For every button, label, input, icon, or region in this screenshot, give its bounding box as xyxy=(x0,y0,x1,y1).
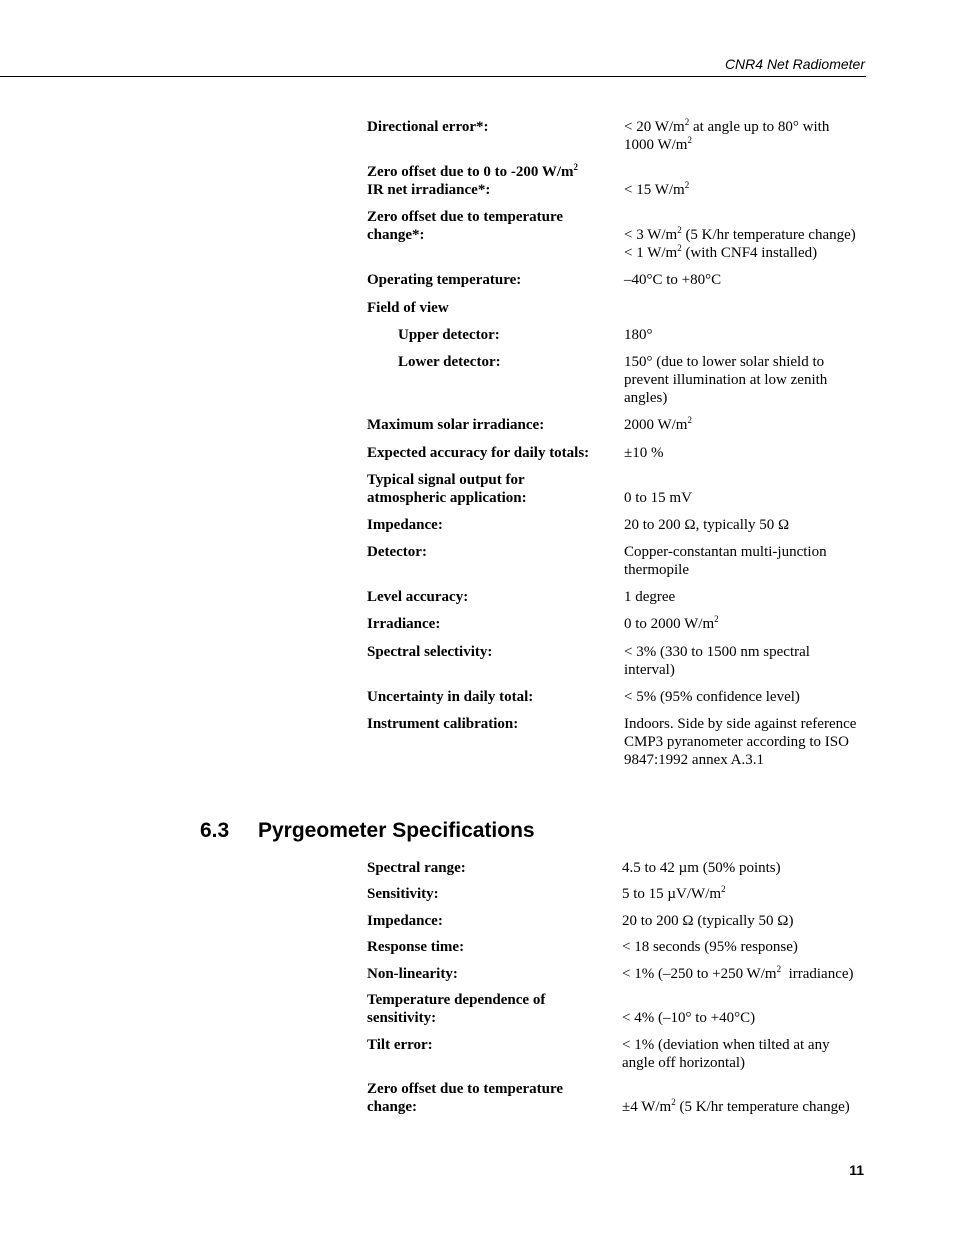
spec-label: Expected accuracy for daily totals: xyxy=(367,445,590,461)
spec-label: Maximum solar irradiance: xyxy=(367,417,545,433)
spec-value: < 5% (95% confidence level) xyxy=(624,689,800,705)
spec-label: Operating temperature: xyxy=(367,272,522,288)
page-number: 11 xyxy=(849,1162,864,1178)
spec-label: Instrument calibration: xyxy=(367,716,519,732)
section-title: Pyrgeometer Specifications xyxy=(258,819,535,842)
section-number: 6.3 xyxy=(200,819,230,842)
spec-value: < 20 $W/m^2$ at angle up to 80° with 1000 $W/m^2$ xyxy=(624,117,830,153)
spec-label: Sensitivity: xyxy=(367,886,439,902)
spec-label: Spectral selectivity: xyxy=(367,644,493,660)
spec-value: < 15 $W/m^2$ xyxy=(624,180,690,198)
spec-value: 0 to 15 mV xyxy=(624,490,692,506)
spec-label: Temperature dependence of sensitivity: xyxy=(367,992,546,1026)
running-header-title: CNR4 Net Radiometer xyxy=(724,56,865,72)
spec-label: Zero offset due to temperature change*: xyxy=(367,209,564,243)
spec-label: Irradiance: xyxy=(367,616,441,632)
spec-label: Lower detector: xyxy=(398,354,501,370)
spec-value: 20 to 200 Ω (typically 50 Ω) xyxy=(622,913,794,929)
spec-label: Typical signal output for atmospheric application: xyxy=(367,472,527,506)
spec-label: Upper detector: xyxy=(398,327,500,343)
spec-value: 20 to 200 Ω, typically 50 Ω xyxy=(624,517,790,533)
spec-value: < 3 $W/m^2$ (5 K/hr temperature change) < 1 $W/m^2$ (with CNF4 installed) xyxy=(624,225,856,261)
spec-label: Directional error*: xyxy=(367,119,489,135)
spec-value: < 3% (330 to 1500 nm spectral interval) xyxy=(624,644,810,678)
spec-label: Detector: xyxy=(367,544,427,560)
spec-value: Indoors. Side by side against reference CMP3 pyranometer according to ISO 9847:1992 annex A.3.1 xyxy=(624,716,857,768)
spec-label: Non-linearity: xyxy=(367,966,458,982)
spec-label: Zero offset due to 0 to -200 $W/m^2$ IR net irradiance*: xyxy=(367,162,578,198)
spec-value: 2000 $W/m^2$ xyxy=(624,415,692,433)
spec-value: ±10 % xyxy=(624,445,664,461)
spec-value: 4.5 to 42 µm (50% points) xyxy=(622,860,781,876)
spec-value: ±4 $W/m^2$ (5 K/hr temperature change) xyxy=(622,1097,850,1115)
spec-label: Impedance: xyxy=(367,913,443,929)
spec-label: Spectral range: xyxy=(367,860,466,876)
spec-label: Impedance: xyxy=(367,517,443,533)
spec-value: 5 to 15 $\mu V/W/m^2$ xyxy=(622,884,726,902)
spec-value: 180° xyxy=(624,327,653,343)
spec-value: 1 degree xyxy=(624,589,676,605)
spec-label: Uncertainty in daily total: xyxy=(367,689,534,705)
spec-value: < 4% (–10° to +40°C) xyxy=(622,1010,756,1026)
spec-label: Zero offset due to temperature change: xyxy=(367,1081,564,1115)
spec-value: < 1% (deviation when tilted at any angle off horizontal) xyxy=(622,1037,830,1071)
spec-value: 150° (due to lower solar shield to prevent illumination at low zenith angles) xyxy=(624,354,828,406)
spec-value: < 18 seconds (95% response) xyxy=(622,939,798,955)
spec-value: < 1% (–250 to +250 $W/m^2$ irradiance) xyxy=(622,964,854,982)
header-rule xyxy=(0,76,866,77)
spec-label: Response time: xyxy=(367,939,465,955)
spec-value: Copper-constantan multi-junction thermopile xyxy=(624,544,827,578)
spec-value: –40°C to +80°C xyxy=(624,272,722,288)
spec-label: Level accuracy: xyxy=(367,589,469,605)
spec-group-label: Field of view xyxy=(367,300,449,316)
spec-value: 0 to 2000 $W/m^2$ xyxy=(624,614,719,632)
spec-label: Tilt error: xyxy=(367,1037,433,1053)
